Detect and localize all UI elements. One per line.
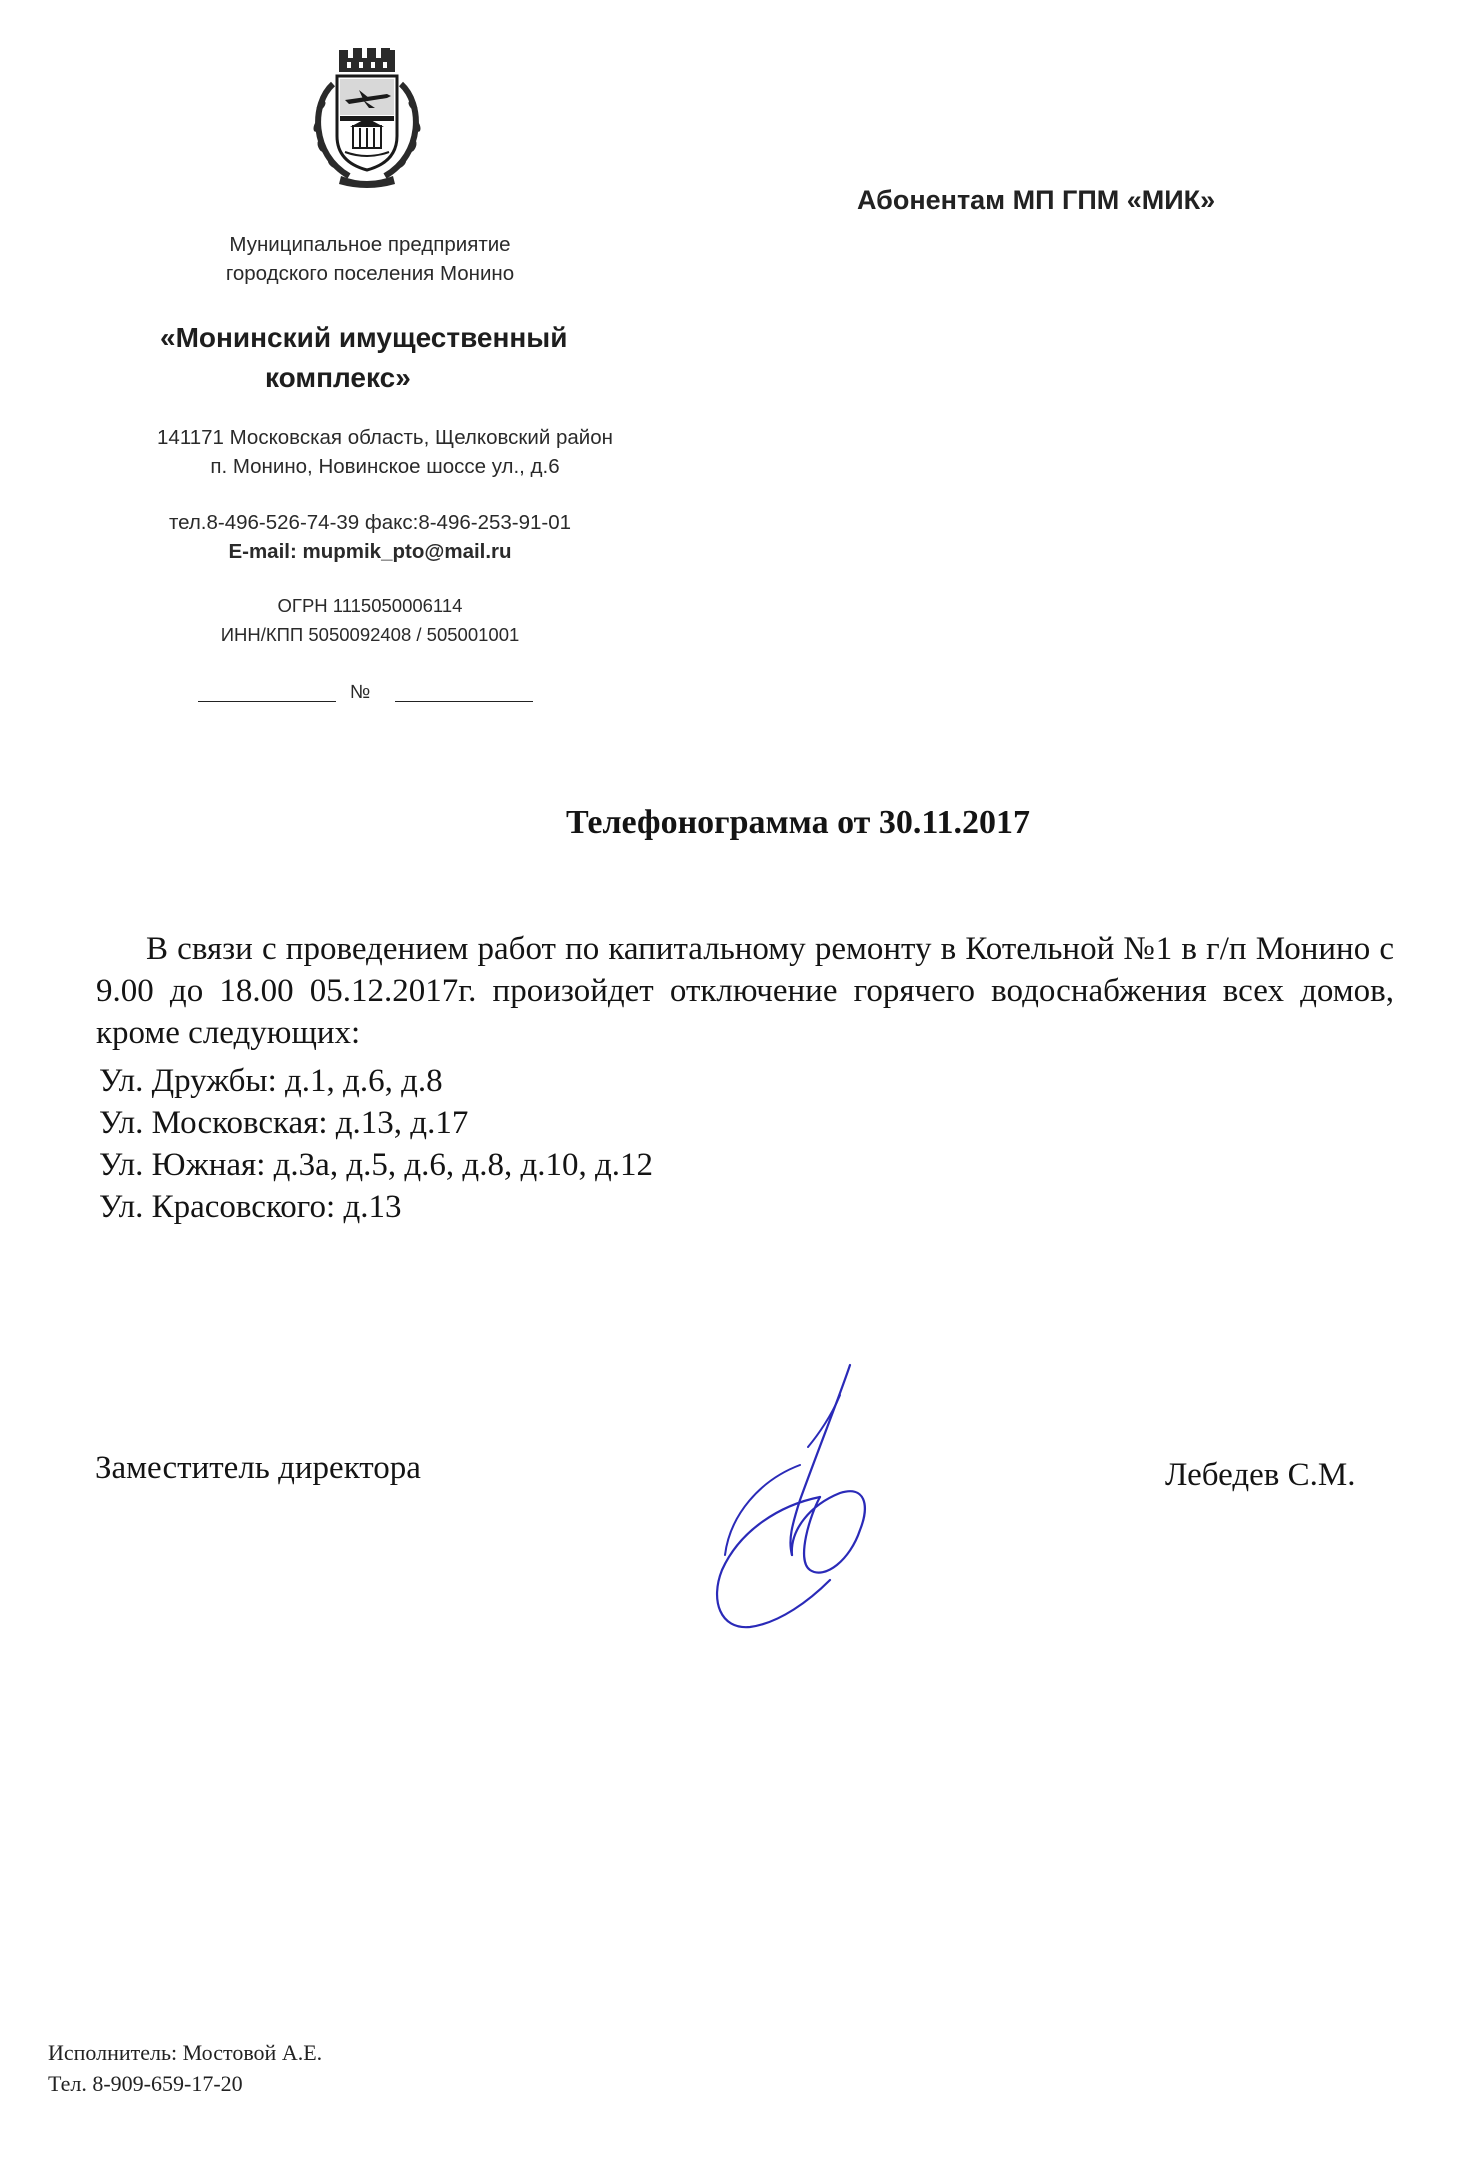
- address-line: 141171 Московская область, Щелковский район: [157, 426, 613, 449]
- number-sign: №: [350, 682, 371, 703]
- org-name-line: «Монинский имущественный: [160, 322, 568, 353]
- signer-title: Заместитель директора: [95, 1450, 421, 1486]
- list-item: Ул. Южная: д.3а, д.5, д.6, д.8, д.10, д.12: [99, 1147, 654, 1183]
- phone-fax: тел.8-496-526-74-39 факс:8-496-253-91-01: [168, 511, 572, 534]
- date-blank-line: [198, 701, 336, 703]
- organization-name: [140, 318, 610, 398]
- document-title: Телефонограмма от 30.11.2017: [566, 804, 1030, 841]
- organization-type: [100, 230, 640, 288]
- executor-name: Исполнитель: Мостовой А.Е.: [48, 2040, 323, 2065]
- executor-info: [48, 2037, 322, 2099]
- email: E-mail: mupmik_pto@mail.ru: [228, 540, 512, 563]
- recipient: Абонентам МП ГПМ «МИК»: [857, 185, 1216, 215]
- org-type-line: Муниципальное предприятие: [229, 233, 511, 256]
- organization-address: [85, 423, 685, 481]
- org-name-line: комплекс»: [265, 362, 411, 393]
- signer-name: Лебедев С.М.: [1165, 1457, 1356, 1493]
- executor-phone: Тел. 8-909-659-17-20: [48, 2071, 243, 2096]
- organization-contacts: [100, 508, 640, 566]
- outgoing-number-line: [198, 678, 538, 706]
- number-blank-line: [395, 701, 533, 703]
- inn-kpp: ИНН/КПП 5050092408 / 505001001: [220, 624, 520, 645]
- list-item: Ул. Красовского: д.13: [99, 1189, 402, 1225]
- signature: [700, 1355, 880, 1645]
- address-line: п. Монино, Новинское шоссе ул., д.6: [210, 455, 560, 478]
- registration-numbers: [100, 591, 640, 649]
- body-paragraph: В связи с проведением работ по капитальному ремонту в Котельной №1 в г/п Монино с 9.00 до 18.00 05.12.2017г. произойдет отключение горячего водоснабжения всех домов, кроме следующих:: [96, 931, 1394, 1051]
- exception-list: [99, 1060, 653, 1228]
- list-item: Ул. Дружбы: д.1, д.6, д.8: [99, 1063, 443, 1099]
- coat-of-arms-icon: [297, 44, 437, 190]
- ogrn: ОГРН 1115050006114: [277, 595, 463, 616]
- org-type-line: городского поселения Монино: [225, 262, 515, 285]
- list-item: Ул. Московская: д.13, д.17: [99, 1105, 469, 1141]
